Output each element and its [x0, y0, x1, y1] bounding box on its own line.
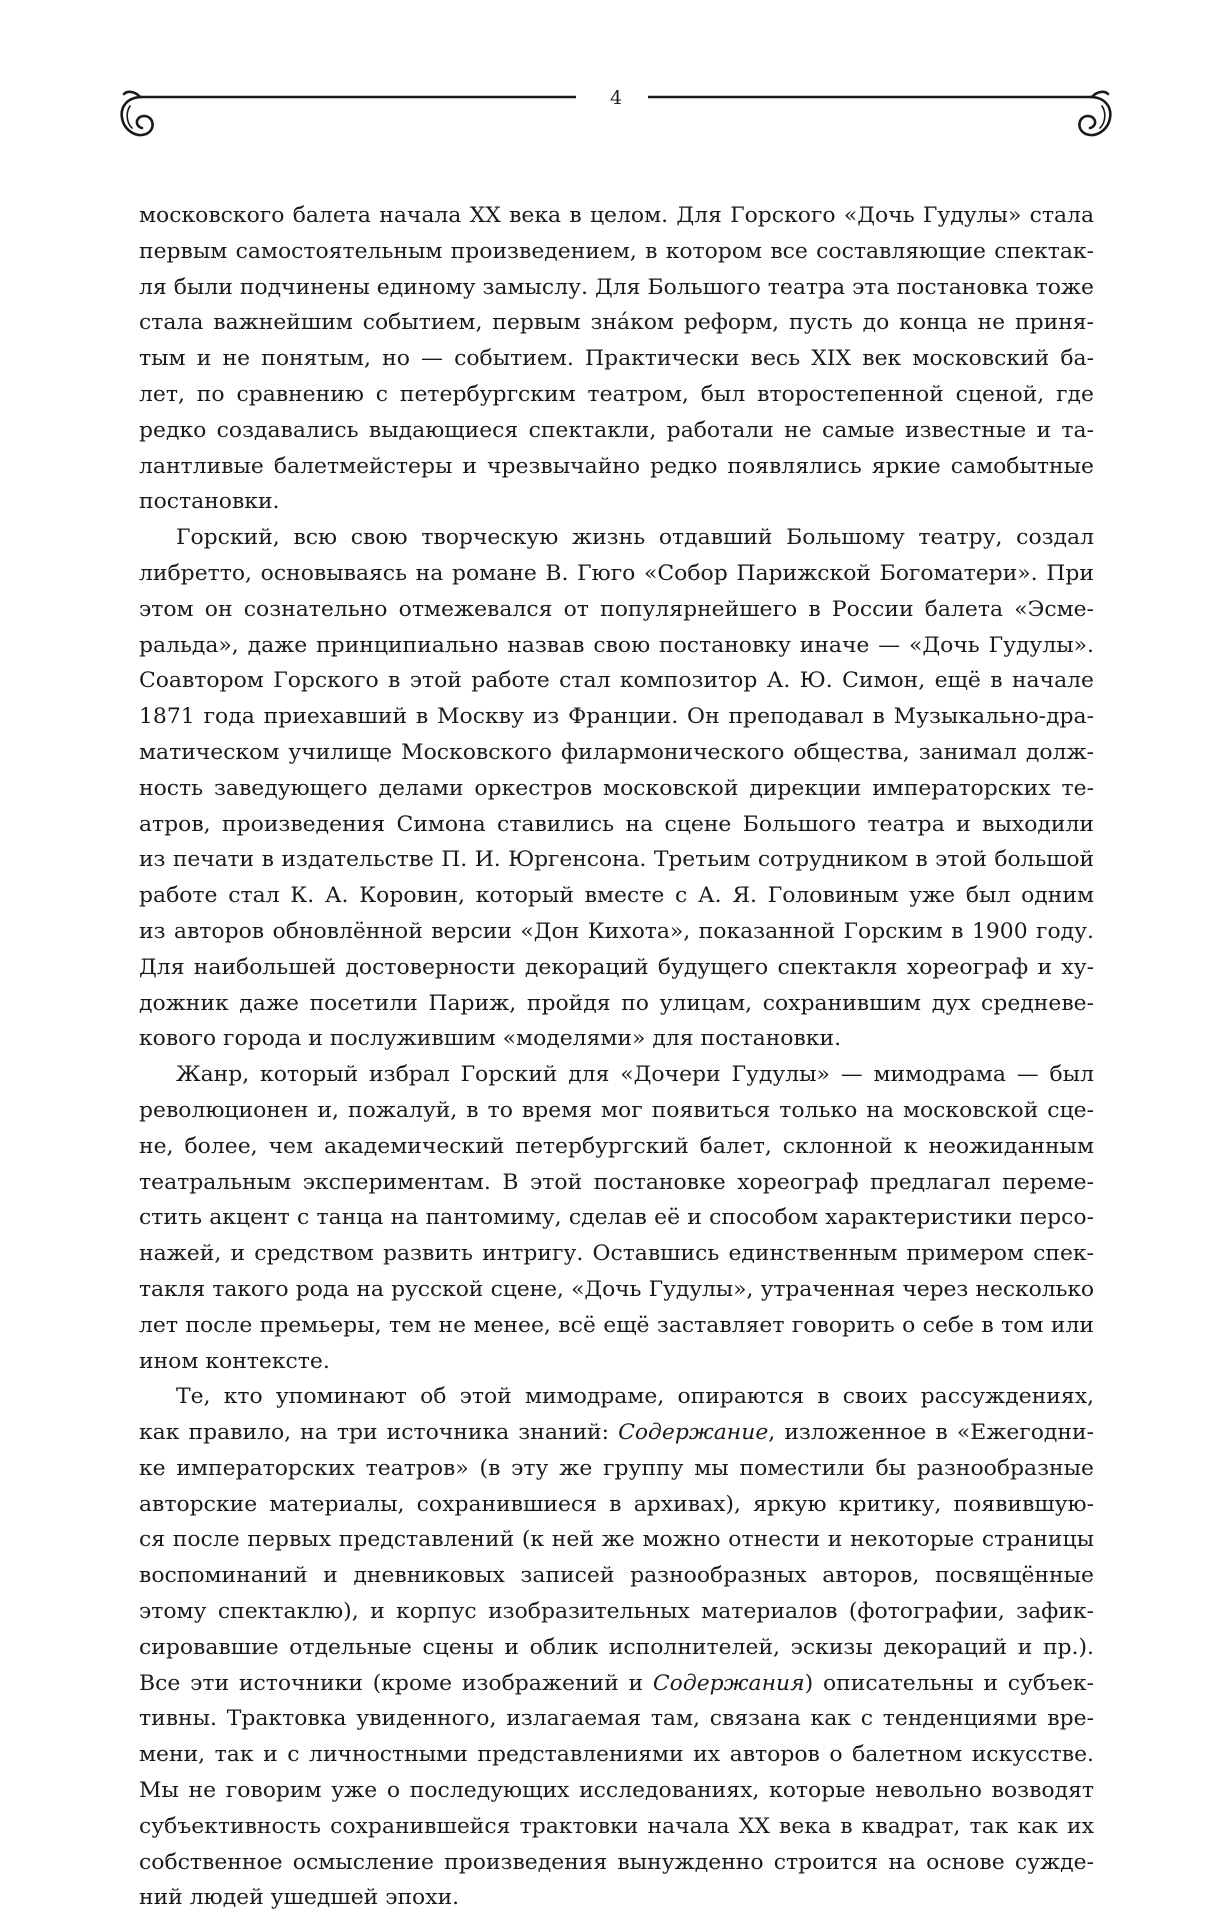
text-segment: сировавшие отдельные сцены и облик исполнителей, эскизы декораций и пр.). [139, 1634, 1094, 1660]
text-segment: , изложенное в «Ежегодни- [768, 1420, 1094, 1446]
italic-term: Содержания [652, 1670, 805, 1696]
text-line: тым и не понятым, но — событием. Практически весь XIX век московский ба- [139, 346, 1094, 372]
text-segment: Те, кто упоминают об этой мимодраме, опираются в своих рассуждениях, [176, 1384, 1094, 1410]
page-header [118, 86, 1114, 146]
text-line [139, 1558, 1094, 1594]
text-segment: ся после первых представлений (к ней же можно отнести и некоторые страницы [139, 1527, 1094, 1553]
text-line: такля такого рода на русской сцене, «Дочь Гудулы», утраченная через несколько [139, 1276, 1094, 1302]
text-line: лет, по сравнению с петербургским театром, был второстепенной сценой, где [139, 381, 1094, 407]
text-line: нажей, и средством развить интригу. Оставшись единственным примером спек- [139, 1241, 1094, 1267]
text-line: Соавтором Горского в этой работе стал композитор А. Ю. Симон, ещё в начале [139, 668, 1094, 694]
text-line: лантливые балетмейстеры и чрезвычайно редко появлялись яркие самобытные [139, 453, 1094, 479]
text-line: матическом училище Московского филармонического общества, занимал долж- [139, 739, 1094, 765]
text-line: театральным экспериментам. В этой постановке хореограф предлагал переме- [139, 1169, 1094, 1195]
text-segment: Все эти источники (кроме изображений и [139, 1670, 653, 1696]
text-segment: собственное осмысление произведения вынужденно строится на основе сужде- [139, 1849, 1094, 1875]
text-line: редко создавались выдающиеся спектакли, работали не самые известные и та- [139, 417, 1094, 443]
text-line: 1871 года приехавший в Москву из Франции. Он преподавал в Музыкально-дра- [139, 704, 1094, 730]
text-line: Жанр, который избрал Горский для «Дочери Гудулы» — мимодрама — был [176, 1062, 1094, 1088]
paragraph-1 [139, 198, 1094, 520]
text-segment: мени, так и с личностными представлениями их авторов о балетном искусстве. [139, 1742, 1094, 1768]
text-line: ральда», даже принципиально назвав свою постановку иначе — «Дочь Гудулы». [139, 632, 1094, 658]
text-line: ность заведующего делами оркестров московской дирекции императорских те- [139, 775, 1094, 801]
text-segment: Мы не говорим уже о последующих исследованиях, которые невольно возводят [139, 1778, 1094, 1804]
text-line [139, 1701, 1094, 1737]
text-line: постановки. [139, 489, 280, 515]
text-line [139, 1809, 1094, 1845]
text-line [139, 1630, 1094, 1666]
text-line: атров, произведения Симона ставились на сцене Большого театра и выходили [139, 811, 1094, 837]
paragraph-4 [139, 1379, 1094, 1916]
text-line: стить акцент с танца на пантомиму, сделав её и способом характеристики персо- [139, 1205, 1094, 1231]
text-line: Горский, всю свою творческую жизнь отдавший Большому театру, создал [176, 525, 1094, 551]
text-line: ля были подчинены единому замыслу. Для Большого театра эта постановка тоже [139, 274, 1094, 300]
text-line: московского балета начала XX века в целом. Для Горского «Дочь Гудулы» стала [139, 203, 1094, 228]
text-line: этом он сознательно отмежевался от популярнейшего в России балета «Эсме- [139, 596, 1094, 622]
text-segment: этому спектаклю), и корпус изобразительных материалов (фотографии, зафик- [139, 1599, 1094, 1625]
text-segment: воспоминаний и дневниковых записей разнообразных авторов, посвящённые [139, 1563, 1094, 1589]
italic-term: Содержание [618, 1420, 769, 1446]
text-line: из печати в издательстве П. И. Юргенсона. Третьим сотрудником в этой большой [139, 847, 1094, 873]
text-line [139, 1773, 1094, 1809]
text-line: из авторов обновлённой версии «Дон Кихота», показанной Горским в 1900 году. [139, 918, 1094, 944]
text-line [139, 1737, 1094, 1773]
text-line [139, 1880, 1094, 1916]
text-segment: ) описательны и субъек- [804, 1670, 1094, 1696]
text-segment: как правило, на три источника знаний: [139, 1420, 619, 1446]
text-line: дожник даже посетили Париж, пройдя по улицам, сохранившим дух средневе- [139, 990, 1094, 1016]
text-line: работе стал К. А. Коровин, который вместе с А. Я. Головиным уже был одним [139, 883, 1094, 909]
text-segment: тивны. Трактовка увиденного, излагаемая там, связана как с тенденциями вре- [139, 1706, 1094, 1732]
text-segment: ний людей ушедшей эпохи. [139, 1885, 460, 1911]
text-line: стала важнейшим событием, первым зна́ком реформ, пусть до конца не приня- [139, 310, 1094, 336]
text-line [139, 1379, 1094, 1415]
text-line: не, более, чем академический петербургский балет, склонной к неожиданным [139, 1133, 1094, 1159]
text-line [139, 1522, 1094, 1558]
text-segment: субъективность сохранившейся трактовки начала XX века в квадрат, так как их [139, 1813, 1094, 1839]
text-line: лет после премьеры, тем не менее, всё ещё заставляет говорить о себе в том или [139, 1312, 1094, 1338]
page-number: 4 [609, 87, 623, 109]
paragraph-2 [139, 520, 1094, 1057]
text-line [139, 1594, 1094, 1630]
text-line [139, 1487, 1094, 1523]
text-line [139, 1845, 1094, 1881]
paragraph-3 [139, 1057, 1094, 1379]
text-line: первым самостоятельным произведением, в котором все составляющие спектак- [139, 238, 1094, 264]
text-line: Для наибольшей достоверности декораций будущего спектакля хореограф и ху- [139, 954, 1094, 980]
text-segment: ке императорских театров» (в эту же группу мы поместили бы разнообразные [139, 1455, 1094, 1481]
body-text [139, 198, 1094, 1911]
text-line: ином контексте. [139, 1348, 330, 1374]
text-line: либретто, основываясь на романе В. Гюго «Собор Парижской Богоматери». При [139, 560, 1094, 586]
text-segment: авторские материалы, сохранившиеся в архивах), яркую критику, появившую- [139, 1491, 1094, 1517]
text-line [139, 1415, 1094, 1451]
text-line [139, 1666, 1094, 1702]
text-line [139, 1451, 1094, 1487]
text-line: революционен и, пожалуй, в то время мог появиться только на московской сце- [139, 1097, 1094, 1123]
text-line: кового города и послужившим «моделями» для постановки. [139, 1026, 842, 1052]
